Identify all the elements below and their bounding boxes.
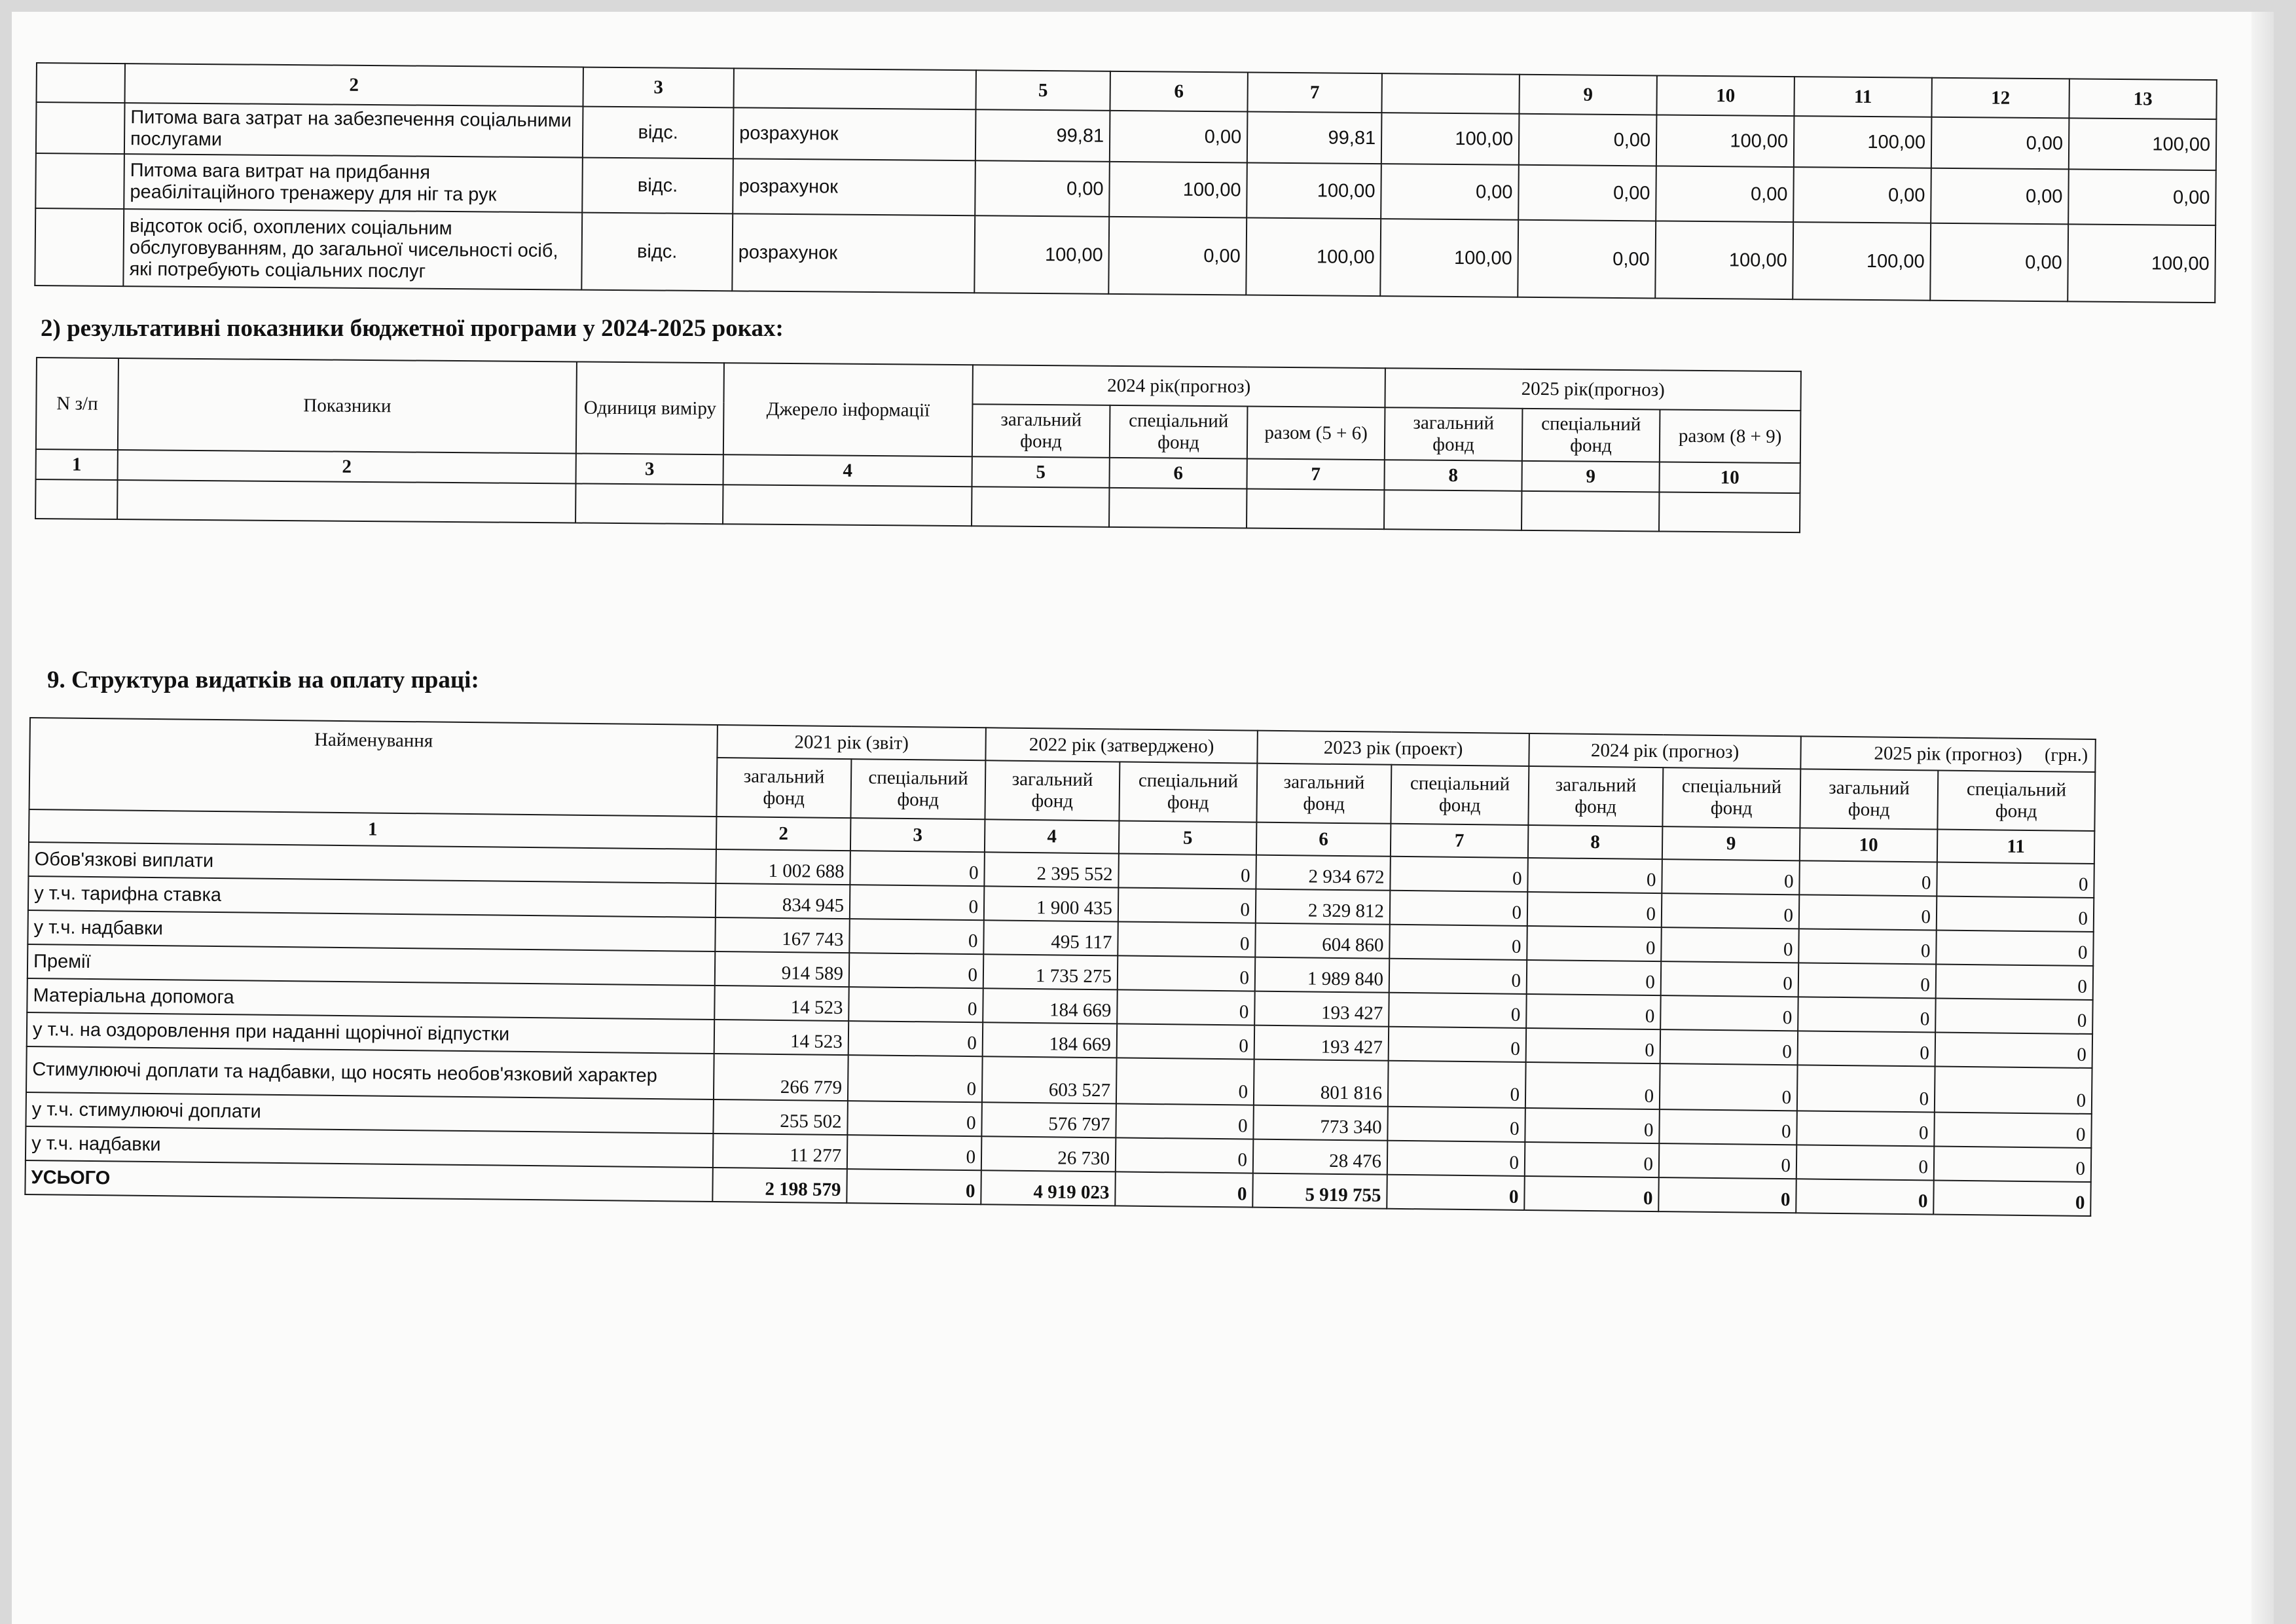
unit-cell: відс. [582, 158, 733, 214]
total-header: разом (5 + 6) [1247, 407, 1385, 460]
value-cell: 495 117 [983, 920, 1118, 955]
value-cell: 1 002 688 [716, 849, 850, 885]
value-cell: 773 340 [1253, 1105, 1388, 1141]
value-cell: 0 [1389, 925, 1527, 960]
header-cell: 12 [1931, 78, 2069, 119]
value-cell: 0 [1117, 989, 1255, 1025]
name-header: Найменування [29, 718, 718, 817]
value-cell: 100,00 [1381, 113, 1520, 165]
value-cell: 0 [1118, 887, 1256, 923]
header-cell: 11 [1794, 77, 1931, 117]
header-cell: 3 [583, 67, 733, 108]
value-cell: 2 198 579 [712, 1168, 847, 1203]
value-cell: 0 [1388, 1061, 1526, 1108]
value-cell: 0 [1527, 926, 1662, 961]
value-cell: 0 [1527, 858, 1662, 893]
value-cell: 167 743 [715, 917, 850, 953]
results-indicators-table [35, 357, 1802, 533]
section-heading-salary: 9. Структура видатків на оплату праці: [47, 667, 479, 693]
year-header: 2023 рік (проект) [1257, 731, 1529, 766]
special-fund-header: спеціальний фонд [1662, 767, 1800, 828]
value-cell: 100,00 [1656, 115, 1795, 167]
value-cell: 14 523 [714, 1020, 849, 1055]
year-2024-header: 2024 рік(прогноз) [972, 365, 1385, 407]
value-cell: 99,81 [975, 109, 1110, 162]
value-cell: 100,00 [1793, 222, 1931, 301]
special-fund-header: спеціальний фонд [1937, 771, 2095, 832]
special-fund-header: спеціальний фонд [1119, 762, 1257, 822]
value-cell: 0,00 [1930, 223, 2068, 302]
general-fund-header: загальний фонд [716, 758, 851, 818]
special-fund-header: спеціальний фонд [1522, 409, 1660, 462]
value-cell: 100,00 [974, 215, 1109, 294]
value-cell: 0 [1660, 995, 1798, 1031]
value-cell: 100,00 [2068, 224, 2215, 303]
value-cell: 834 945 [716, 883, 850, 919]
value-cell: 266 779 [714, 1054, 848, 1101]
value-cell: 0,00 [1519, 114, 1657, 166]
value-cell: 0 [1526, 994, 1661, 1029]
value-cell: 0 [1527, 892, 1662, 927]
row-label: у т.ч. на оздоровлення при наданні щорічної відпустки [27, 1012, 714, 1054]
value-cell: 0 [1798, 997, 1936, 1032]
value-cell: 0 [1389, 959, 1527, 994]
value-cell: 0 [1661, 927, 1799, 963]
value-cell: 0 [1796, 1111, 1935, 1146]
value-cell: 2 934 672 [1256, 855, 1391, 891]
value-cell: 0 [1935, 1033, 2093, 1069]
value-cell: 0 [1799, 895, 1937, 930]
value-cell: 193 427 [1254, 991, 1389, 1027]
value-cell: 100,00 [1655, 221, 1793, 299]
row-label: УСЬОГО [25, 1160, 712, 1202]
salary-structure-table [24, 717, 2096, 1217]
value-cell: 0,00 [1931, 168, 2069, 225]
value-cell: 0 [1115, 1172, 1253, 1207]
salary-rows [25, 842, 2094, 1216]
value-cell: 0 [1936, 931, 2094, 967]
value-cell: 0 [1525, 1062, 1660, 1109]
value-cell: 100,00 [2069, 118, 2217, 170]
table-row [35, 208, 2215, 303]
year-header: 2021 рік (звіт) [717, 725, 986, 760]
value-cell: 0 [1527, 960, 1662, 995]
value-cell: 184 669 [983, 988, 1118, 1024]
value-cell: 0 [1390, 857, 1528, 892]
indicator-name: Питома вага витрат на придбання реабілітаційного тренажеру для ніг та рук [124, 154, 583, 212]
value-cell: 14 523 [714, 986, 849, 1021]
value-cell: 0 [1937, 862, 2094, 898]
value-cell: 11 277 [713, 1134, 848, 1169]
row-label: Стимулюючі доплати та надбавки, що носять необов'язковий характер [26, 1046, 714, 1099]
value-cell: 0 [1937, 896, 2094, 932]
value-cell: 0 [1389, 993, 1527, 1028]
value-cell: 0 [1798, 1031, 1936, 1066]
unit-cell: відс. [583, 107, 734, 159]
value-cell: 100,00 [1247, 163, 1381, 219]
value-cell: 914 589 [715, 951, 850, 987]
value-cell: 0 [1118, 921, 1256, 957]
value-cell: 0 [1116, 1058, 1254, 1105]
value-cell: 0 [850, 885, 985, 920]
value-cell: 604 860 [1255, 923, 1390, 959]
value-cell: 0 [1660, 1063, 1798, 1111]
value-cell: 0 [1661, 961, 1799, 997]
value-cell: 2 329 812 [1256, 889, 1391, 925]
value-cell: 0 [1659, 1143, 1797, 1179]
source-cell: розрахунок [733, 107, 976, 160]
value-cell: 0,00 [1110, 111, 1248, 163]
value-cell: 0 [1662, 859, 1800, 895]
value-cell: 2 395 552 [984, 852, 1119, 887]
value-cell: 0 [1387, 1107, 1525, 1142]
value-cell: 0 [1659, 1109, 1797, 1145]
value-cell: 0,00 [1518, 165, 1656, 221]
general-fund-header: загальний фонд [985, 760, 1120, 821]
value-cell: 0 [1658, 1177, 1796, 1213]
general-fund-header: загальний фонд [1385, 407, 1523, 461]
page-edge-shadow [2251, 12, 2274, 1624]
value-cell: 0 [1389, 1027, 1527, 1062]
value-cell: 0 [1660, 1029, 1798, 1065]
value-cell: 0,00 [1518, 220, 1656, 299]
value-cell: 0 [1797, 1065, 1935, 1112]
value-cell: 801 816 [1254, 1060, 1389, 1107]
row-label: Премії [27, 944, 715, 986]
value-cell: 1 900 435 [984, 886, 1119, 921]
indicator-name: Питома вага затрат на забезпечення соціальними послугами [124, 103, 583, 157]
indicators-header: Показники [118, 358, 577, 453]
unit-cell: відс. [581, 213, 733, 291]
value-cell: 0 [848, 987, 983, 1022]
value-cell: 1 989 840 [1255, 957, 1390, 993]
column-number-row: 1 2 3 4 5 6 7 8 9 10 11 [29, 809, 2094, 864]
source-cell: розрахунок [733, 158, 975, 215]
value-cell: 0 [1935, 999, 2093, 1035]
currency-label: (грн.) [2045, 745, 2088, 766]
value-cell: 0 [1390, 891, 1528, 926]
value-cell: 0 [847, 1135, 982, 1170]
value-cell: 100,00 [1380, 219, 1518, 297]
header-cell: 6 [1110, 71, 1247, 112]
row-label: у т.ч. надбавки [27, 910, 715, 951]
value-cell: 193 427 [1254, 1025, 1389, 1061]
special-fund-header: спеціальний фонд [850, 759, 985, 819]
indicator-name: відсоток осіб, охоплених соціальним обслуговуванням, до загальної чисельності осіб, які потребують соціальних послуг [123, 209, 582, 289]
row-label: у т.ч. надбавки [26, 1126, 713, 1168]
value-cell: 0 [1118, 955, 1256, 991]
value-cell: 0 [1935, 1067, 2092, 1115]
section-heading-results: 2) результативні показники бюджетної програми у 2024-2025 роках: [41, 315, 784, 342]
total-header: разом (8 + 9) [1660, 409, 1801, 463]
value-cell: 0 [1525, 1142, 1660, 1177]
value-cell: 0 [1526, 1028, 1661, 1063]
value-cell: 603 527 [982, 1056, 1117, 1103]
value-cell: 0 [1116, 1103, 1254, 1139]
value-cell: 0 [1387, 1141, 1525, 1176]
header-cell: 5 [975, 70, 1110, 111]
source-cell: розрахунок [732, 213, 975, 293]
year-header: 2025 рік (прогноз) [1800, 736, 2096, 772]
value-cell: 0 [848, 1021, 983, 1056]
value-cell: 100,00 [1246, 218, 1381, 297]
value-cell: 0,00 [1656, 166, 1794, 222]
row-label: Обов'язкові виплати [28, 842, 716, 883]
header-cell [37, 63, 125, 103]
value-cell: 0,00 [1793, 167, 1931, 223]
general-fund-header: загальний фонд [1256, 764, 1391, 824]
value-cell: 0 [848, 1055, 983, 1102]
value-cell: 0 [1525, 1108, 1660, 1143]
value-cell: 0 [1934, 1113, 2092, 1149]
header-cell [1381, 73, 1519, 114]
column-number-row: 1 2 3 4 5 6 7 8 9 10 [36, 449, 1800, 493]
value-cell: 0 [1798, 963, 1937, 998]
year-header: 2024 рік (прогноз) [1529, 733, 1801, 769]
year-2025-header: 2025 рік(прогноз) [1385, 368, 1800, 411]
header-cell [733, 68, 975, 109]
unit-header: Одиниця виміру [576, 361, 724, 454]
value-cell: 0 [1662, 893, 1800, 929]
value-cell: 0,00 [1931, 117, 2069, 170]
general-fund-header: загальний фонд [1528, 766, 1663, 826]
quality-indicators-table [34, 62, 2217, 303]
value-cell: 255 502 [713, 1099, 848, 1135]
header-cell: 7 [1247, 73, 1381, 113]
value-cell: 0 [1934, 1147, 2092, 1183]
year-header: 2022 рік (затверджено) [985, 728, 1258, 763]
n-header: N з/п [36, 358, 118, 450]
value-cell: 0 [1118, 853, 1256, 889]
value-cell: 0 [1387, 1175, 1525, 1210]
header-cell: 13 [2069, 79, 2216, 119]
value-cell: 0 [847, 1169, 981, 1204]
source-header: Джерело інформації [723, 363, 973, 456]
value-cell: 1 735 275 [983, 954, 1118, 989]
value-cell: 0 [1796, 1179, 1934, 1214]
header-cell: 9 [1519, 75, 1656, 115]
value-cell: 0 [847, 1101, 982, 1136]
value-cell: 184 669 [983, 1022, 1118, 1058]
row-label: у т.ч. стимулюючі доплати [26, 1092, 713, 1134]
value-cell: 28 476 [1253, 1139, 1388, 1175]
value-cell: 0,00 [1381, 164, 1519, 220]
value-cell: 100,00 [1109, 162, 1247, 218]
value-cell: 0 [1936, 965, 2094, 1001]
value-cell: 99,81 [1247, 112, 1382, 164]
value-cell: 576 797 [981, 1102, 1116, 1137]
value-cell: 0 [849, 919, 984, 954]
header-cell: 2 [125, 64, 583, 106]
value-cell: 100,00 [1794, 116, 1932, 168]
value-cell: 0 [1796, 1145, 1935, 1180]
value-cell: 0 [1798, 929, 1937, 964]
header-cell: 10 [1656, 75, 1794, 116]
value-cell: 4 919 023 [981, 1170, 1116, 1206]
general-fund-header: загальний фонд [1800, 769, 1938, 829]
value-cell: 0 [1933, 1180, 2091, 1216]
value-cell: 0 [1117, 1024, 1255, 1059]
value-cell: 0 [1524, 1176, 1659, 1211]
value-cell: 0 [1116, 1137, 1254, 1173]
special-fund-header: спеціальний фонд [1391, 765, 1529, 825]
row-label: Матеріальна допомога [27, 978, 714, 1020]
value-cell: 0,00 [1108, 217, 1247, 295]
general-fund-header: загальний фонд [972, 404, 1110, 458]
value-cell: 0 [850, 851, 985, 886]
value-cell: 5 919 755 [1252, 1173, 1387, 1209]
value-cell: 26 730 [981, 1136, 1116, 1172]
special-fund-header: спеціальний фонд [1110, 405, 1248, 459]
row-label: у т.ч. тарифна ставка [28, 876, 716, 917]
value-cell: 0 [849, 953, 984, 988]
value-cell: 0,00 [2068, 169, 2216, 225]
value-cell: 0 [1799, 860, 1937, 896]
value-cell: 0,00 [975, 160, 1110, 217]
